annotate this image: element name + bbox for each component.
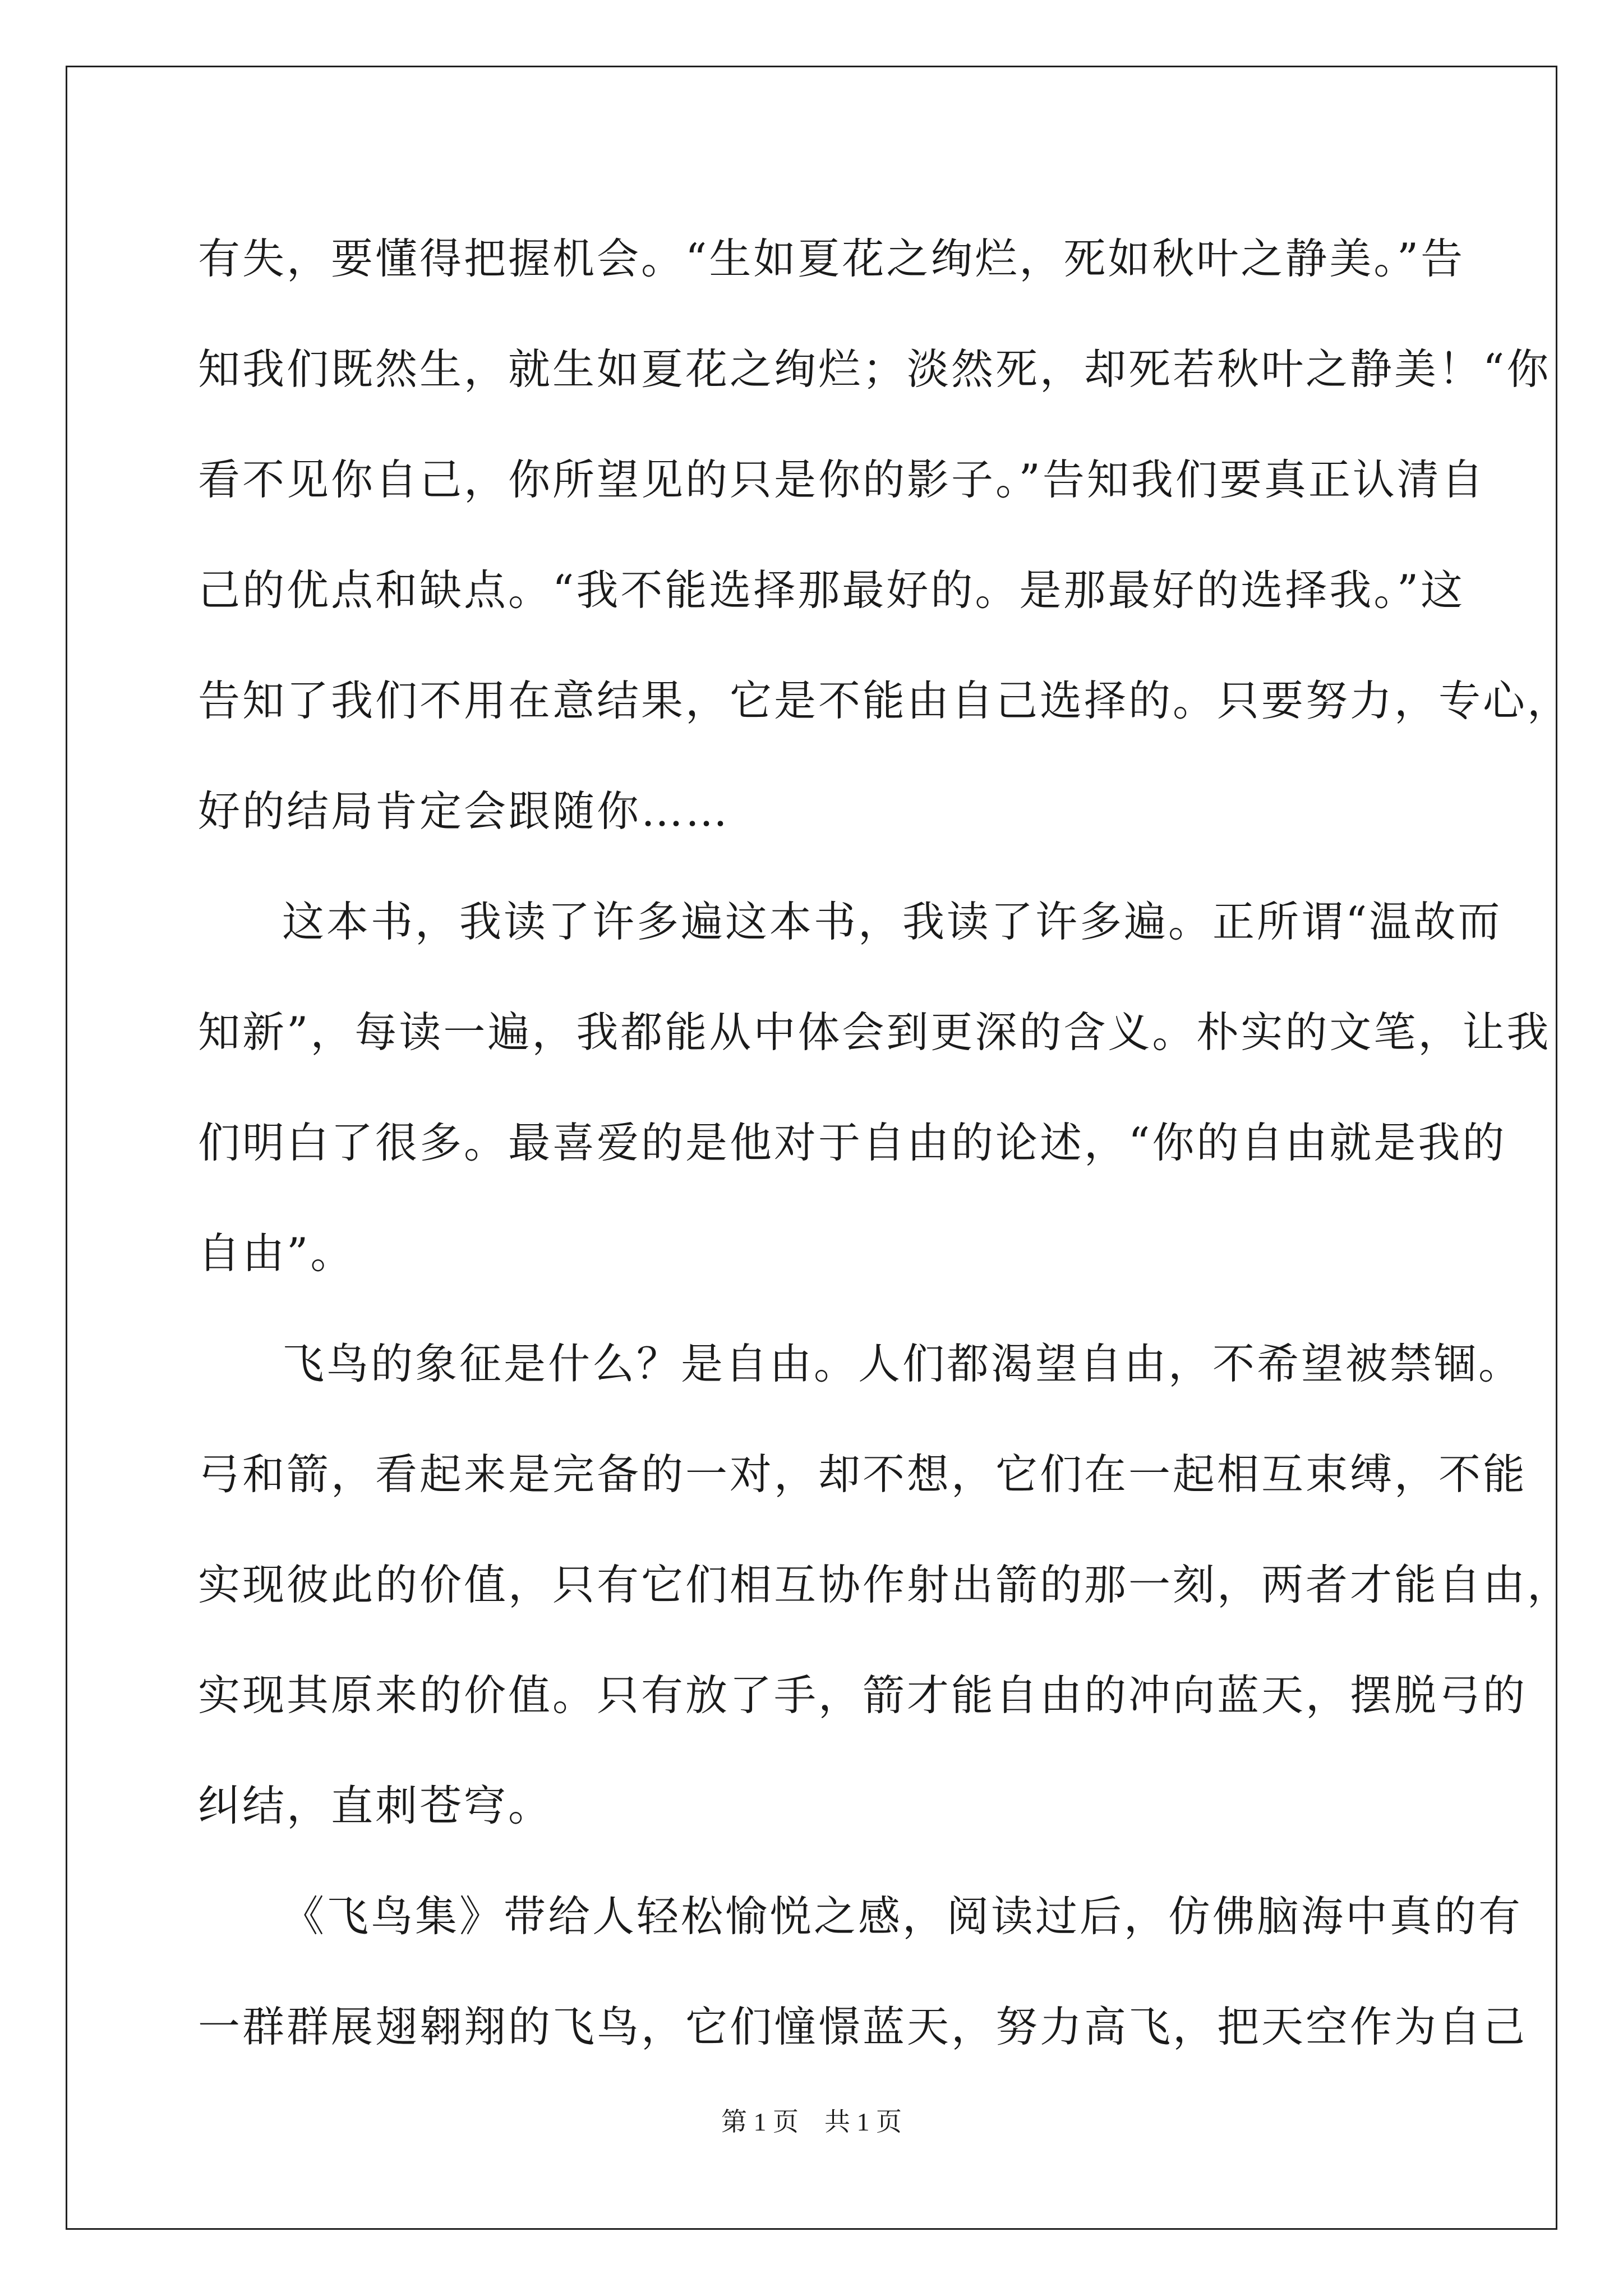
text-line: 实现彼此的价值，只有它们相互协作射出箭的那一刻，两者才能自由，	[198, 1560, 1572, 1609]
text-line: 看不见你自己，你所望见的只是你的影子。”告知我们要真正认清自	[198, 455, 1486, 504]
paragraph-first-line: 《飞鸟集》带给人轻松愉悦之感，阅读过后，仿佛脑海中真的有	[282, 1892, 1523, 1941]
text-line: 好的结局肯定会跟随你……	[198, 786, 730, 836]
text-line: 有失，要懂得把握机会。“生如夏花之绚烂，死如秋叶之静美。”告	[198, 234, 1465, 283]
text-line: 纠结，直刺苍穹。	[198, 1781, 553, 1830]
text-line: 们明白了很多。最喜爱的是他对于自由的论述，“你的自由就是我的	[198, 1118, 1507, 1167]
text-line: 己的优点和缺点。“我不能选择那最好的。是那最好的选择我。”这	[198, 565, 1465, 615]
text-line: 知新”，每读一遍，我都能从中体会到更深的含义。朴实的文笔，让我	[198, 1007, 1551, 1057]
text-line: 实现其原来的价值。只有放了手，箭才能自由的冲向蓝天，摆脱弓的	[198, 1671, 1528, 1720]
text-line: 知我们既然生，就生如夏花之绚烂；淡然死，却死若秋叶之静美！“你	[198, 344, 1551, 394]
text-line: 一群群展翅翱翔的飞鸟，它们憧憬蓝天，努力高飞，把天空作为自己	[198, 2002, 1528, 2051]
text-line: 告知了我们不用在意结果，它是不能由自己选择的。只要努力，专心，	[198, 676, 1572, 725]
paragraph-first-line: 飞鸟的象征是什么？是自由。人们都渴望自由，不希望被禁锢。	[282, 1339, 1523, 1388]
paragraph-first-line: 这本书，我读了许多遍这本书，我读了许多遍。正所谓“温故而	[282, 897, 1502, 946]
text-line: 弓和箭，看起来是完备的一对，却不想，它们在一起相互束缚，不能	[198, 1450, 1528, 1499]
document-body	[198, 204, 1572, 2082]
text-line: 自由”。	[198, 1228, 355, 1278]
page-number-footer: 第 1 页 共 1 页	[721, 2108, 902, 2136]
